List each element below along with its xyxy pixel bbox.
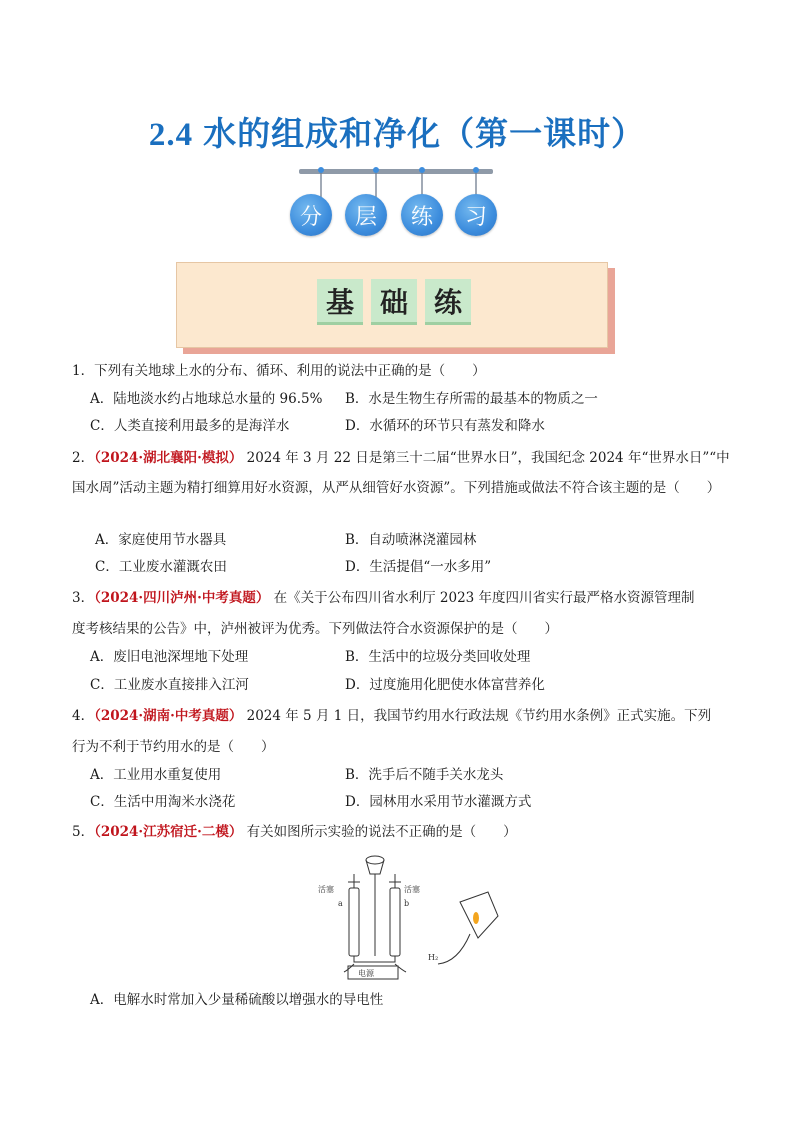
question-source: （2024·湖北襄阳·模拟）: [94, 450, 243, 466]
question-2-option-a: A．家庭使用节水器具: [95, 532, 227, 548]
question-4-option-b: B．洗手后不随手关水龙头: [345, 767, 504, 783]
question-5-stem: [72, 821, 732, 843]
question-3-stem-line-2: 度考核结果的公告》中，泸州被评为优秀。下列做法符合水资源保护的是（ ）: [72, 621, 558, 637]
question-3-option-b: B．生活中的垃圾分类回收处理: [345, 649, 531, 665]
section-title: 水的组成和净化（第一课时）: [203, 114, 646, 153]
question-1-option-b: B．水是生物生存所需的最基本的物质之一: [345, 391, 598, 407]
stem-line-1: 2024 年 3 月 22 日是第三十二届“世界水日”，我国纪念 2024 年“世界水日”“中: [242, 450, 730, 466]
question-3-option-d: D．过度施用化肥使水体富营养化: [345, 677, 545, 693]
question-1-option-d: D．水循环的环节只有蒸发和降水: [345, 418, 545, 434]
question-3-option-a: A．废旧电池深埋地下处理: [90, 649, 249, 665]
power-label: 电源: [358, 969, 374, 978]
question-4-option-a: A．工业用水重复使用: [90, 767, 222, 783]
question-3-stem: [72, 587, 732, 609]
tag-char-fen: 分: [290, 194, 332, 236]
label-a: a: [338, 899, 343, 908]
question-1-option-a: A．陆地淡水约占地球总水量的 96.5%: [90, 391, 323, 407]
question-source: （2024·江苏宿迁·二模）: [94, 824, 243, 840]
level-banner: [176, 262, 608, 348]
question-1-stem: 1．下列有关地球上水的分布、循环、利用的说法中正确的是（ ）: [72, 363, 486, 379]
question-1-option-c: C．人类直接利用最多的是海洋水: [90, 418, 290, 434]
tag-char-lian: 练: [401, 194, 443, 236]
tag-char-ceng: 层: [345, 194, 387, 236]
question-4-option-d: D．园林用水采用节水灌溉方式: [345, 794, 532, 810]
tag-char-xi: 习: [455, 194, 497, 236]
label-b: b: [404, 899, 410, 908]
question-number: 2．: [72, 450, 95, 466]
question-2-option-b: B．自动喷淋浇灌园林: [345, 532, 477, 548]
banner-char-lian: 练: [425, 279, 471, 325]
page-title: [0, 108, 794, 155]
question-4-stem: [72, 705, 732, 727]
stem-line-1: 2024 年 5 月 1 日，我国节约用水行政法规《节约用水条例》正式实施。下列: [242, 708, 712, 724]
question-2-stem-line-2: 国水周”活动主题为精打细算用好水资源，从严从细管好水资源”。下列措施或做法不符合该主题的是（ ）: [72, 480, 721, 496]
question-2-stem: [72, 447, 732, 469]
banner-char-ji: 基: [317, 279, 363, 325]
question-2-option-c: C．工业废水灌溉农田: [95, 559, 227, 575]
electrolysis-apparatus-figure: [318, 852, 518, 982]
right-valve-label: 活塞: [404, 885, 420, 894]
section-number: 2.4: [148, 117, 194, 153]
question-4-stem-line-2: 行为不利于节约用水的是（ ）: [72, 739, 275, 755]
banner-char-chu: 础: [371, 279, 417, 325]
flame-icon: [473, 912, 479, 924]
question-number: 5．: [72, 824, 95, 840]
question-3-option-c: C．工业废水直接排入江河: [90, 677, 249, 693]
stem-line-1: 有关如图所示实验的说法不正确的是（ ）: [242, 824, 517, 840]
question-number: 3．: [72, 590, 95, 606]
question-source: （2024·四川泸州·中考真题）: [94, 590, 270, 606]
question-4-option-c: C．生活中用淘米水浇花: [90, 794, 236, 810]
question-source: （2024·湖南·中考真题）: [94, 708, 243, 724]
question-5-option-a: A．电解水时常加入少量稀硫酸以增强水的导电性: [90, 992, 384, 1008]
left-valve-label: 活塞: [318, 885, 334, 894]
section-tag-row: [288, 194, 508, 238]
stem-line-1: 在《关于公布四川省水利厅 2023 年度四川省实行最严格水资源管理制: [269, 590, 695, 606]
question-2-option-d: D．生活提倡“一水多用”: [345, 559, 492, 575]
gas-label: H₂: [428, 953, 439, 962]
question-number: 4．: [72, 708, 95, 724]
